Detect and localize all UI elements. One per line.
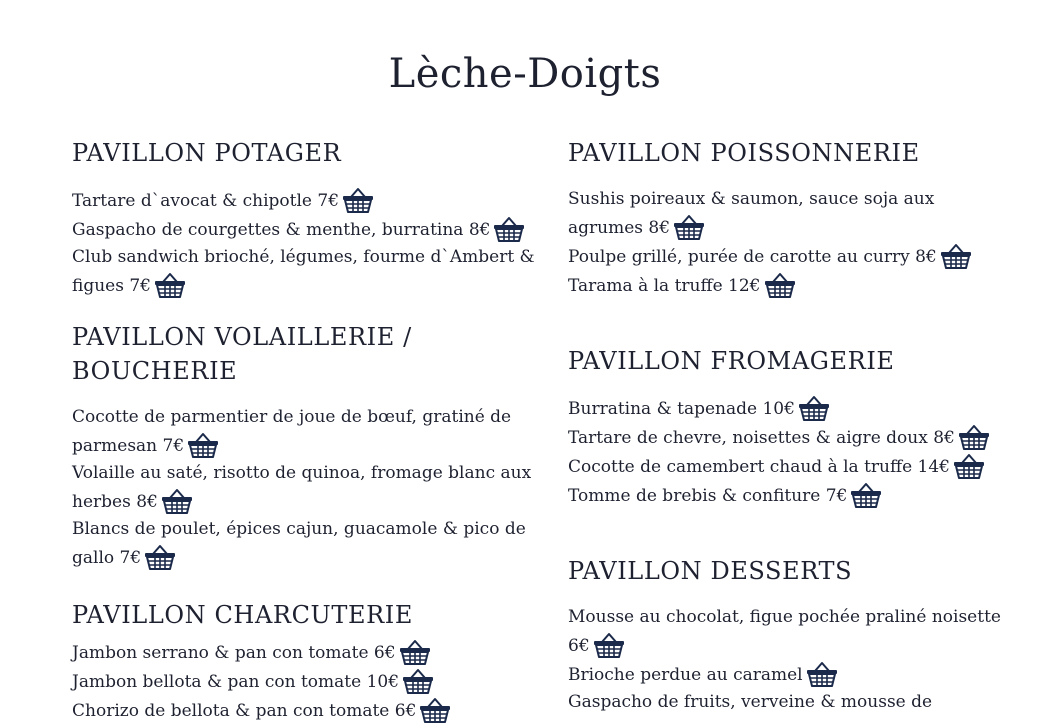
menu-column-left — [72, 136, 542, 725]
basket-icon[interactable] — [341, 186, 375, 214]
basket-icon[interactable] — [592, 631, 626, 659]
basket-icon[interactable] — [143, 543, 177, 571]
basket-icon[interactable] — [805, 660, 839, 688]
menu-item — [72, 696, 542, 725]
item-list — [568, 394, 1008, 510]
menu-item-text: Gaspacho de courgettes & menthe, burratina 8€ — [72, 220, 491, 240]
section-charcuterie — [72, 598, 542, 725]
menu-item-text: Cocotte de camembert chaud à la truffe 14€ — [568, 457, 950, 477]
menu-item-text: Burratina & tapenade 10€ — [568, 399, 795, 419]
menu-column-right — [568, 136, 1008, 716]
menu-item — [568, 271, 1008, 300]
menu-title: Lèche-Doigts — [388, 51, 662, 97]
section-volaillerie-boucherie — [72, 320, 542, 572]
menu-item — [568, 423, 1008, 452]
section-potager — [72, 136, 542, 300]
section-title: PAVILLON CHARCUTERIE — [72, 601, 413, 629]
basket-icon[interactable] — [797, 394, 831, 422]
menu-item-text: Brioche perdue au caramel — [568, 665, 803, 685]
menu-item — [72, 667, 542, 696]
basket-icon[interactable] — [153, 271, 187, 299]
basket-icon[interactable] — [492, 215, 526, 243]
menu-item — [72, 460, 542, 516]
menu-item — [568, 689, 1008, 716]
basket-icon[interactable] — [186, 431, 220, 459]
section-poissonnerie — [568, 136, 1008, 300]
item-list — [72, 638, 542, 725]
item-list — [72, 186, 542, 300]
basket-icon[interactable] — [952, 452, 986, 480]
menu-item-text: Mousse au chocolat, figue pochée praliné noisette 6€ — [568, 607, 1001, 656]
section-title: PAVILLON POISSONNERIE — [568, 139, 920, 167]
menu-item-text: Blancs de poulet, épices cajun, guacamole & pico de gallo 7€ — [72, 519, 526, 568]
menu-item-text: Cocotte de parmentier de joue de bœuf, gratiné de parmesan 7€ — [72, 407, 512, 456]
menu-item — [568, 660, 1008, 689]
section-desserts — [568, 554, 1008, 716]
menu-item-text: Tartare d`avocat & chipotle 7€ — [72, 191, 340, 211]
menu-item — [72, 638, 542, 667]
menu-item — [72, 215, 542, 244]
menu-item-text: Gaspacho de fruits, verveine & mousse de — [568, 692, 933, 712]
menu-item-text: Sushis poireaux & saumon, sauce soja aux agrumes 8€ — [568, 189, 935, 238]
menu-item — [72, 244, 542, 300]
menu-item — [568, 481, 1008, 510]
menu-item-text: Tomme de brebis & confiture 7€ — [568, 486, 848, 506]
item-list — [568, 604, 1008, 716]
basket-icon[interactable] — [401, 667, 435, 695]
menu-item-text: Chorizo de bellota & pan con tomate 6€ — [72, 701, 417, 721]
menu-item — [568, 394, 1008, 423]
menu-item — [72, 404, 542, 460]
item-list — [568, 186, 1008, 300]
menu-item-text: Poulpe grillé, purée de carotte au curry 8€ — [568, 247, 937, 267]
basket-icon[interactable] — [939, 242, 973, 270]
item-list — [72, 404, 542, 572]
menu-item — [568, 242, 1008, 271]
section-title: PAVILLON VOLAILLERIE / BOUCHERIE — [72, 323, 412, 385]
menu-item-text: Jambon bellota & pan con tomate 10€ — [72, 672, 400, 692]
basket-icon[interactable] — [672, 213, 706, 241]
basket-icon[interactable] — [398, 638, 432, 666]
menu-item — [568, 452, 1008, 481]
menu-item — [568, 604, 1008, 660]
menu-item — [72, 186, 542, 215]
section-title: PAVILLON POTAGER — [72, 139, 342, 167]
basket-icon[interactable] — [957, 423, 991, 451]
basket-icon[interactable] — [763, 271, 797, 299]
menu-item-text: Volaille au saté, risotto de quinoa, fromage blanc aux herbes 8€ — [72, 463, 532, 512]
menu-item — [568, 186, 1008, 242]
basket-icon[interactable] — [849, 481, 883, 509]
menu-item — [72, 516, 542, 572]
menu-item-text: Tarama à la truffe 12€ — [568, 276, 761, 296]
menu-item-text: Jambon serrano & pan con tomate 6€ — [72, 643, 396, 663]
menu-item-text: Club sandwich brioché, légumes, fourme d`Ambert & figues 7€ — [72, 247, 535, 296]
basket-icon[interactable] — [160, 487, 194, 515]
section-title: PAVILLON DESSERTS — [568, 557, 853, 585]
section-title: PAVILLON FROMAGERIE — [568, 347, 895, 375]
menu-item-text: Tartare de chevre, noisettes & aigre doux 8€ — [568, 428, 955, 448]
section-fromagerie — [568, 344, 1008, 510]
basket-icon[interactable] — [418, 696, 452, 724]
